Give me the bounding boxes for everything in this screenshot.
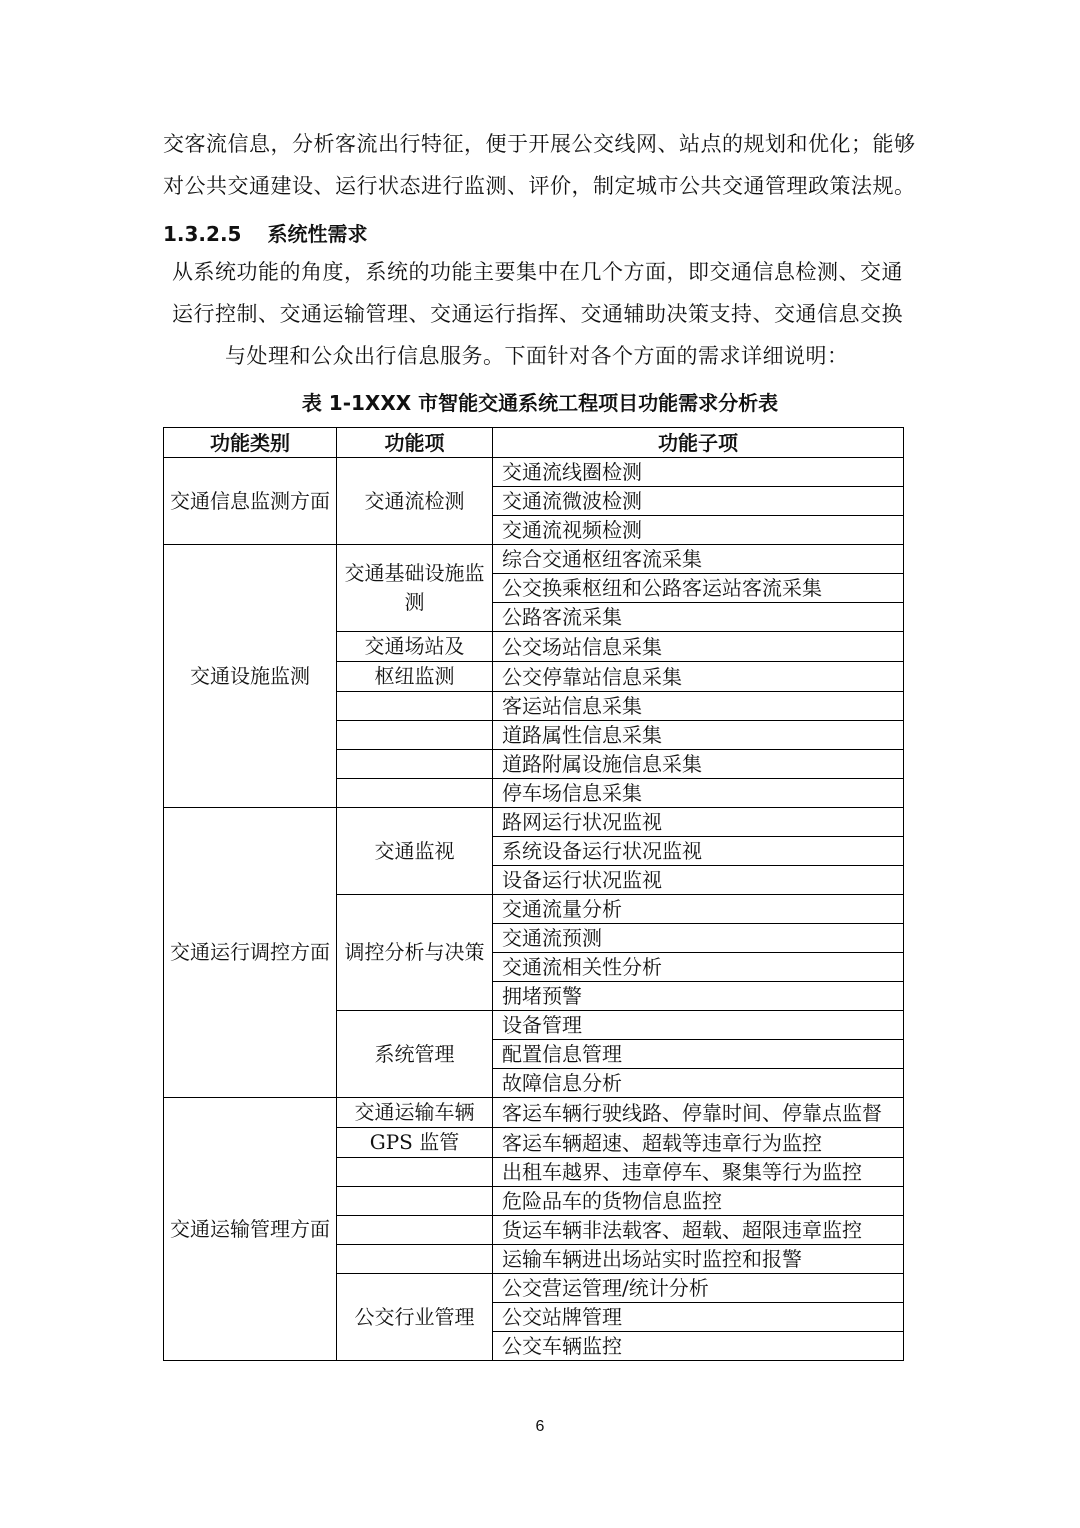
subitem-cell: 综合交通枢纽客流采集 [493,545,904,574]
item-cell-empty [337,1245,493,1274]
subitem-cell: 运输车辆进出场站实时监控和报警 [493,1245,904,1274]
subitem-cell: 设备运行状况监视 [493,866,904,895]
requirements-table [163,427,904,1361]
subitem-cell: 停车场信息采集 [493,779,904,808]
subitem-cell: 交通流视频检测 [493,516,904,545]
table-caption: 表 1-1XXX 市智能交通系统工程项目功能需求分析表 [301,391,779,415]
subitem-cell: 货运车辆非法载客、超载、超限违章监控 [493,1216,904,1245]
subitem-cell: 公交站牌管理 [493,1303,904,1332]
item-cell: GPS 监管 [337,1128,493,1158]
item-cell: 交通场站及 [337,632,493,662]
subitem-cell: 出租车越界、违章停车、聚集等行为监控 [493,1158,904,1187]
category-cell: 交通设施监测 [164,545,337,808]
item-cell-empty [337,1216,493,1245]
subitem-cell: 交通流预测 [493,924,904,953]
item-cell: 交通流检测 [337,458,493,545]
item-cell-empty [337,721,493,750]
item-cell-empty [337,779,493,808]
subitem-cell: 公交营运管理/统计分析 [493,1274,904,1303]
paragraph-2-line-3: 与处理和公众出行信息服务。下面针对各个方面的需求详细说明： [225,344,849,368]
subitem-cell: 公交换乘枢纽和公路客运站客流采集 [493,574,904,603]
subitem-cell: 公交车辆监控 [493,1332,904,1361]
subitem-cell: 故障信息分析 [493,1069,904,1098]
paragraph-2-line-2: 运行控制、交通运输管理、交通运行指挥、交通辅助决策支持、交通信息交换 [172,302,903,326]
subitem-cell: 交通流微波检测 [493,487,904,516]
table-row [164,545,904,574]
item-cell-empty [337,1158,493,1187]
subitem-cell: 拥堵预警 [493,982,904,1011]
header-subitem: 功能子项 [493,428,904,458]
header-category: 功能类别 [164,428,337,458]
category-cell: 交通信息监测方面 [164,458,337,545]
item-cell: 交通运输车辆 [337,1098,493,1128]
table-row [164,458,904,487]
subitem-cell: 系统设备运行状况监视 [493,837,904,866]
item-cell: 调控分析与决策 [337,895,493,1011]
paragraph-1-line-1: 交客流信息，分析客流出行特征，便于开展公交线网、站点的规划和优化；能够 [163,132,916,156]
item-cell: 枢纽监测 [337,662,493,692]
item-cell-empty [337,692,493,721]
category-cell: 交通运行调控方面 [164,808,337,1098]
subitem-cell: 路网运行状况监视 [493,808,904,837]
section-heading [163,218,367,247]
paragraph-2-line-1: 从系统功能的角度，系统的功能主要集中在几个方面，即交通信息检测、交通 [172,260,903,284]
item-cell-empty [337,1187,493,1216]
header-item: 功能项 [337,428,493,458]
subitem-cell: 道路附属设施信息采集 [493,750,904,779]
subitem-cell: 公交场站信息采集 [493,632,904,662]
item-cell-empty [337,750,493,779]
item-cell: 系统管理 [337,1011,493,1098]
subitem-cell: 交通流量分析 [493,895,904,924]
category-cell: 交通运输管理方面 [164,1098,337,1361]
subitem-cell: 交通流相关性分析 [493,953,904,982]
subitem-cell: 客运站信息采集 [493,692,904,721]
subitem-cell: 配置信息管理 [493,1040,904,1069]
item-cell: 交通监视 [337,808,493,895]
item-cell: 交通基础设施监测 [337,545,493,632]
subitem-cell: 客运车辆超速、超载等违章行为监控 [493,1128,904,1158]
section-title: 系统性需求 [267,222,368,246]
page-number: 6 [535,1418,545,1435]
subitem-cell: 道路属性信息采集 [493,721,904,750]
paragraph-1-line-2: 对公共交通建设、运行状态进行监测、评价，制定城市公共交通管理政策法规。 [163,174,916,198]
table-row [164,808,904,837]
subitem-cell: 客运车辆行驶线路、停靠时间、停靠点监督 [493,1098,904,1128]
item-cell: 公交行业管理 [337,1274,493,1361]
table-header-row [164,428,904,458]
subitem-cell: 危险品车的货物信息监控 [493,1187,904,1216]
subitem-cell: 公路客流采集 [493,603,904,632]
subitem-cell: 设备管理 [493,1011,904,1040]
subitem-cell: 公交停靠站信息采集 [493,662,904,692]
section-number: 1.3.2.5 [163,222,242,246]
subitem-cell: 交通流线圈检测 [493,458,904,487]
table-row [164,1098,904,1128]
